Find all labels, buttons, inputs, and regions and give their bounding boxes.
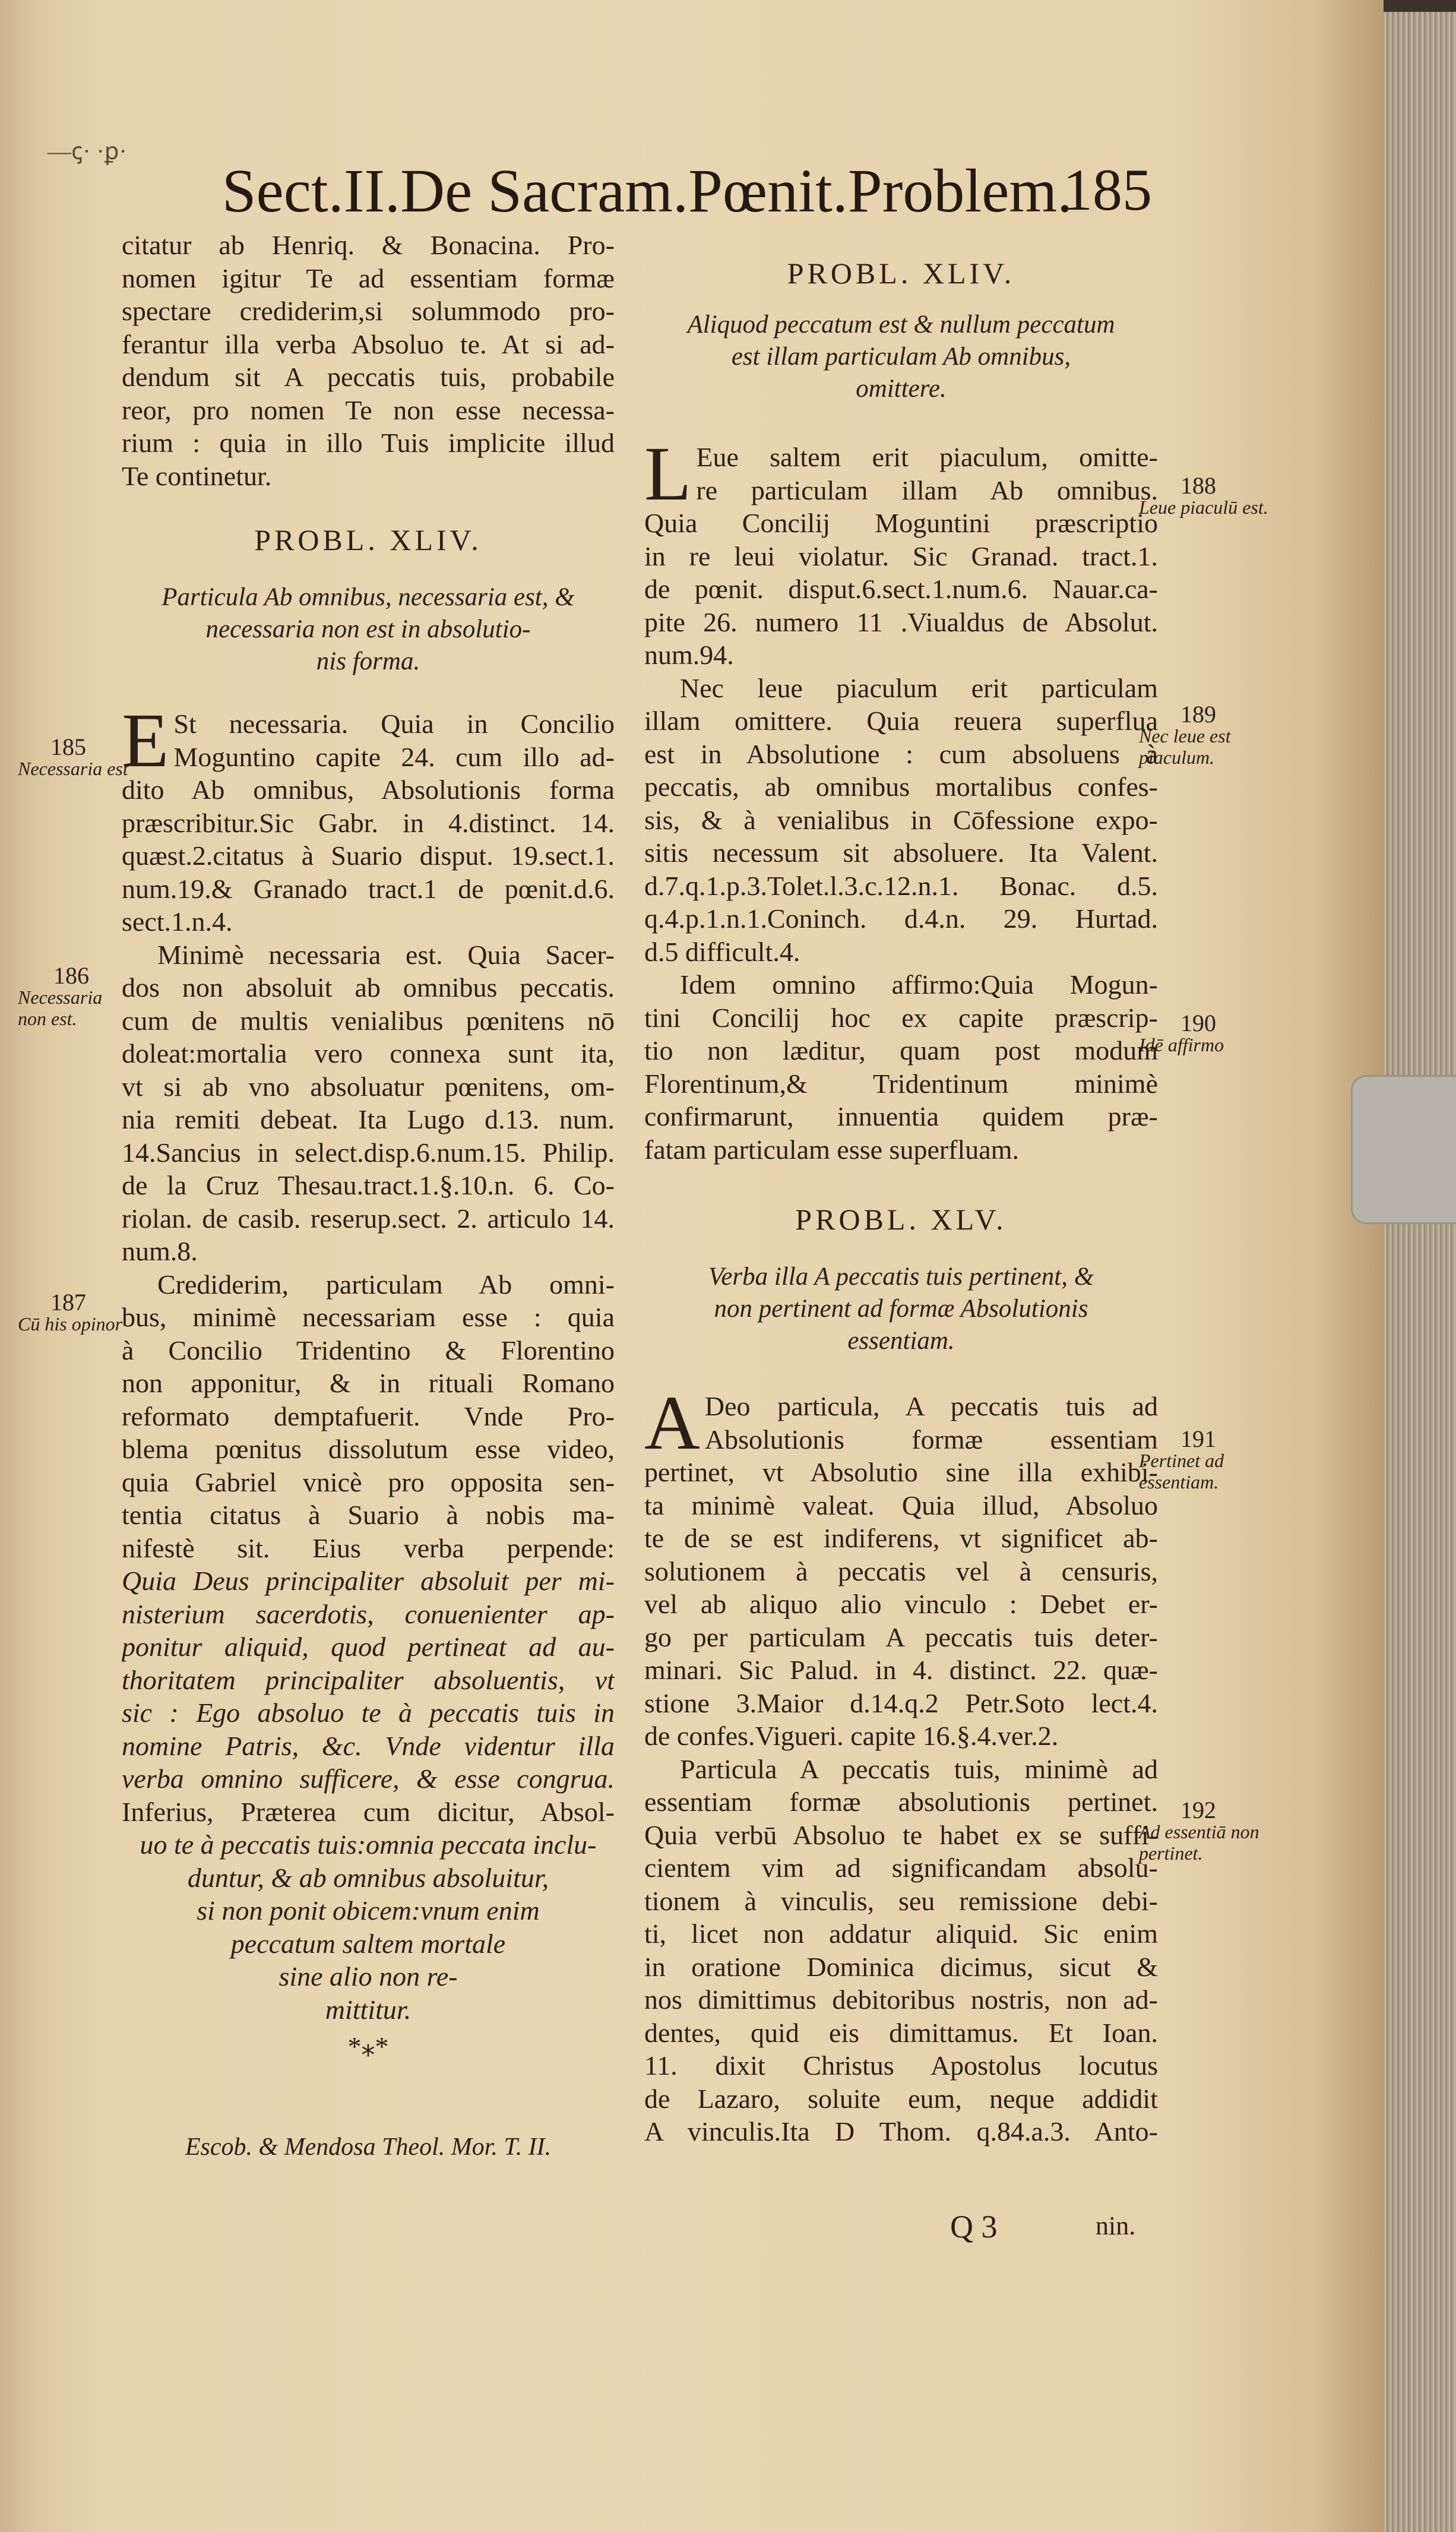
text-line: quia Gabriel vnicè pro opposita sen-: [122, 1466, 615, 1497]
text-line: dito Ab omnibus, Absolutionis forma: [122, 775, 615, 805]
text-line: Quia verbū Absoluo te habet ex se suffi-: [644, 1819, 1158, 1850]
right-paragraph-3: [644, 968, 1158, 1166]
text-line: Florentinum,& Tridentinum minimè: [644, 1068, 1158, 1099]
text-line: Deo particula, A peccatis tuis ad: [704, 1391, 1158, 1421]
text-line: in re leui violatur. Sic Granad. tract.1.: [644, 540, 1158, 571]
page-number: 185: [1063, 157, 1152, 223]
problem-caption: [122, 581, 615, 678]
text-line: de Lazaro, soluite eum, neque addidit: [644, 2083, 1158, 2114]
text-line: nos dimittimus debitoribus nostris, non ad-: [644, 1984, 1158, 2015]
text-line: cientem vim ad significandam absolu-: [644, 1853, 1158, 1883]
problem-heading: PROBL. XLIV.: [787, 257, 1015, 290]
text-line: in oratione Dominica dicimus, sicut &: [644, 1951, 1158, 1982]
text-line: Te continetur.: [122, 460, 272, 491]
text-line: reformato demptafuerit. Vnde Pro-: [122, 1401, 615, 1431]
text-line: dos non absoluit ab omnibus peccatis.: [122, 972, 615, 1003]
margin-note-text: Leue piaculū est.: [1139, 497, 1268, 518]
text-line: dentes, quid eis dimittamus. Et Ioan.: [644, 2017, 1158, 2048]
text-line: Particula A peccatis tuis, minimè ad: [680, 1753, 1158, 1784]
text-line: citatur ab Henriq. & Bonacina. Pro-: [122, 230, 615, 260]
text-line: nia remiti debeat. Ita Lugo d.13. num.: [122, 1104, 615, 1134]
left-paragraph-3: [122, 1268, 615, 1829]
margin-note-number: 187: [50, 1289, 86, 1316]
text-line: num.8.: [122, 1236, 198, 1266]
caption-line: necessaria non est in absolutio-: [205, 615, 531, 643]
margin-note-number: 185: [50, 734, 86, 760]
left-paragraph-2: [122, 938, 615, 1268]
text-line: reor, pro nomen Te non esse necessa-: [122, 394, 615, 425]
text-line: Moguntino capite 24. cum illo ad-: [173, 741, 615, 772]
right-column: [644, 244, 1158, 2148]
text-line: 11. dixit Christus Apostolus locutus: [644, 2050, 1158, 2081]
left-column: [122, 229, 615, 2161]
text-line: nomine Patris, &c. Vnde videntur illa: [122, 1730, 615, 1761]
text-line: riolan. de casib. reserup.sect. 2. articulo 14.: [122, 1203, 615, 1234]
text-line: ti, licet non addatur aliquid. Sic enim: [644, 1918, 1158, 1949]
margin-note-number: 188: [1180, 472, 1216, 499]
problem-heading: PROBL. XLV.: [795, 1203, 1007, 1236]
text-line: ta minimè valeat. Quia illud, Absoluo: [644, 1490, 1158, 1521]
left-paragraph-1: [122, 698, 615, 938]
text-line: est in Absolutione : cum absoluens à: [644, 738, 1158, 769]
text-line: sis, & à venialibus in Cōfessione expo-: [644, 804, 1158, 835]
text-line: duntur, & ab omnibus absoluitur,: [187, 1862, 549, 1893]
text-line: solutionem à peccatis vel à censuris,: [644, 1556, 1158, 1586]
text-line: Crediderim, particulam Ab omni-: [157, 1269, 615, 1300]
drop-cap: E: [122, 698, 169, 783]
text-line: num.19.& Granado tract.1 de pœnit.d.6.: [122, 873, 615, 904]
left-paragraph-3-tail: [122, 1828, 615, 2026]
margin-note-text: Idē affirmo: [1139, 1034, 1224, 1055]
text-line: spectare crediderim,si solummodo pro-: [122, 296, 615, 326]
text-line: nisterium sacerdotis, conuenienter ap-: [122, 1598, 615, 1629]
text-line: Idem omnino affirmo:Quia Mogun-: [680, 969, 1158, 1000]
text-line: ponitur aliquid, quod pertineat ad au-: [122, 1632, 615, 1662]
text-line: essentiam formæ absolutionis pertinet.: [644, 1787, 1158, 1817]
text-line: d.5 difficult.4.: [644, 936, 800, 967]
text-line: quæst.2.citatus à Suario disput. 19.sect.1.: [122, 840, 615, 871]
running-head-title: Sect.II.De Sacram.Pœnit.Problem.: [221, 157, 1073, 225]
text-line: sic : Ego absoluo te à peccatis tuis in: [122, 1698, 615, 1728]
caption-line: est illam particulam Ab omnibus,: [731, 343, 1071, 371]
text-line: Nec leue piaculum erit particulam: [680, 672, 1158, 703]
text-line: dendum sit A peccatis tuis, probabile: [122, 362, 615, 392]
problem-heading: PROBL. XLIV.: [254, 523, 482, 557]
margin-note-text: Ad essentiā non pertinet.: [1139, 1821, 1259, 1864]
text-line: ferantur illa verba Absoluo te. At si ad-: [122, 328, 615, 359]
text-line: non apponitur, & in rituali Romano: [122, 1368, 615, 1398]
text-line: vt si ab vno absoluatur pœnitens, om-: [122, 1071, 615, 1102]
margin-note-188: [1139, 472, 1275, 518]
text-line: stione 3.Maior d.14.q.2 Petr.Soto lect.4.: [644, 1687, 1158, 1718]
text-line: A vinculis.Ita D Thom. q.84.a.3. Anto-: [644, 2116, 1158, 2147]
drop-cap: L: [644, 431, 692, 517]
text-line: sitis necessum sit absoluere. Ita Valent.: [644, 837, 1158, 868]
margin-note-number: 189: [1180, 701, 1216, 728]
text-line: num.94.: [644, 640, 734, 670]
margin-note-text: Nec leue est piaculum.: [1139, 725, 1231, 768]
text-line: go per particulam A peccatis tuis deter-: [644, 1621, 1158, 1652]
margin-note-number: 190: [1180, 1010, 1216, 1036]
text-line: mittitur.: [325, 1994, 412, 2025]
text-line: te de se est indiferens, vt significet ab-: [644, 1523, 1158, 1553]
text-line: Absolutionis formæ essentiam: [704, 1424, 1158, 1455]
problem-caption: [644, 309, 1158, 405]
text-line: peccatum saltem mortale: [230, 1928, 506, 1959]
caption-line: Verba illa A peccatis tuis pertinent, &: [708, 1263, 1094, 1291]
caption-line: non pertinent ad formæ Absolutionis: [714, 1295, 1088, 1323]
margin-note-190: [1139, 1010, 1224, 1055]
caption-line: omittere.: [856, 375, 947, 403]
text-line: de pœnit. disput.6.sect.1.num.6. Nauar.ca-: [644, 574, 1158, 604]
margin-note-number: 186: [53, 962, 89, 989]
margin-note-number: 191: [1180, 1425, 1216, 1452]
margin-note-text: Necessaria est: [18, 758, 128, 779]
text-line: q.4.p.1.n.1.Coninch. d.4.n. 29. Hurtad.: [644, 903, 1158, 934]
text-line: d.7.q.1.p.3.Tolet.l.3.c.12.n.1. Bonac. d.5.: [644, 870, 1158, 901]
text-line: vel ab aliquo alio vinculo : Debet er-: [644, 1589, 1158, 1619]
text-line: 14.Sancius in select.disp.6.num.15. Philip.: [122, 1137, 615, 1168]
text-line: Quia Concilij Moguntini præscriptio: [644, 508, 1158, 538]
text-line: fatam particulam esse superfluam.: [644, 1134, 1019, 1165]
margin-note-187: [18, 1289, 123, 1335]
stray-mark: —ꞔ· ·ꝑ·: [48, 138, 127, 165]
text-line: Minimè necessaria est. Quia Sacer-: [157, 939, 615, 970]
caption-line: nis forma.: [316, 647, 420, 675]
text-line: nomen igitur Te ad essentiam formæ: [122, 263, 615, 293]
text-line: præscribitur.Sic Gabr. in 4.distinct. 14.: [122, 807, 615, 838]
text-line: de la Cruz Thesau.tract.1.§.10.n. 6. Co-: [122, 1170, 615, 1200]
bookmark-ribbon: [1351, 1075, 1456, 1224]
text-line: tionem à vinculis, seu remissione debi-: [644, 1885, 1158, 1916]
text-line: pertinet, vt Absolutio sine illa exhibi-: [644, 1457, 1158, 1487]
right-paragraph-5: [644, 1753, 1158, 2148]
footer-title: Escob. & Mendosa Theol. Mor. T. II.: [185, 2133, 552, 2161]
text-line: thoritatem principaliter absoluentis, vt: [122, 1664, 615, 1695]
left-intro-paragraph: [122, 229, 615, 492]
text-line: cum de multis venialibus pœnitens nō: [122, 1005, 615, 1036]
margin-note-number: 192: [1180, 1797, 1216, 1823]
text-line: sine alio non re-: [278, 1961, 458, 1992]
text-line: à Concilio Tridentino & Florentino: [122, 1335, 615, 1365]
catchword: nin.: [1096, 2211, 1136, 2240]
asterism: *⁎*: [347, 2031, 389, 2062]
caption-line: Particula Ab omnibus, necessaria est, &: [162, 583, 575, 611]
text-line: Quia Deus principaliter absoluit per mi-: [122, 1566, 615, 1596]
right-paragraph-1: [644, 431, 1158, 672]
text-line: sect.1.n.4.: [122, 906, 233, 937]
text-line: St necessaria. Quia in Concilio: [173, 709, 615, 739]
margin-note-text: Pertinet ad essentiam.: [1139, 1450, 1224, 1493]
text-line: blema pœnitus dissolutum esse video,: [122, 1434, 615, 1464]
book-page-edges: [1384, 12, 1456, 2532]
text-line: re particulam illam Ab omnibus.: [696, 475, 1158, 505]
text-line: nifestè sit. Eius verba perpende:: [122, 1532, 615, 1563]
text-line: confirmarunt, innuentia quidem præ-: [644, 1101, 1158, 1131]
text-line: tio non læditur, quam post modum: [644, 1035, 1158, 1066]
signature-mark: Q 3: [950, 2209, 998, 2245]
text-line: uo te à peccatis tuis:omnia peccata inclu-: [140, 1829, 597, 1860]
text-line: illam omittere. Quia reuera superflua: [644, 706, 1158, 736]
right-paragraph-4: [644, 1380, 1158, 1753]
text-line: minari. Sic Palud. in 4. distinct. 22. quæ-: [644, 1655, 1158, 1685]
margin-note-192: [1139, 1797, 1275, 1864]
text-line: Inferius, Præterea cum dicitur, Absol-: [122, 1796, 615, 1827]
caption-line: Aliquod peccatum est & nullum peccatum: [687, 311, 1115, 339]
text-line: verba omnino sufficere, & esse congrua.: [122, 1763, 615, 1794]
text-line: Eue saltem erit piaculum, omitte-: [696, 442, 1158, 472]
text-line: bus, minimè necessariam esse : quia: [122, 1302, 615, 1332]
caption-line: essentiam.: [847, 1327, 955, 1355]
problem-caption: [644, 1261, 1158, 1357]
text-line: tini Concilij hoc ex capite præscrip-: [644, 1002, 1158, 1033]
text-line: si non ponit obicem:vnum enim: [197, 1895, 540, 1926]
margin-note-185: [18, 736, 128, 779]
right-paragraph-2: [644, 672, 1158, 969]
margin-note-text: Cū his opinor: [18, 1313, 123, 1335]
margin-note-191: [1139, 1425, 1275, 1493]
margin-note-text: Necessaria non est.: [18, 987, 103, 1029]
text-line: pite 26. numero 11 .Viualdus de Absolut.: [644, 606, 1158, 637]
text-line: tentia citatus à Suario à nobis ma-: [122, 1500, 615, 1530]
drop-cap: A: [644, 1380, 700, 1466]
text-line: doleat:mortalia vero connexa sunt ita,: [122, 1038, 615, 1069]
text-line: peccatis, ab omnibus mortalibus confes-: [644, 772, 1158, 802]
margin-note-189: [1139, 701, 1275, 768]
margin-note-186: [18, 962, 107, 1029]
text-line: rium : quia in illo Tuis implicite illud: [122, 428, 615, 458]
text-line: de confes.Vigueri. capite 16.§.4.ver.2.: [644, 1721, 1059, 1751]
